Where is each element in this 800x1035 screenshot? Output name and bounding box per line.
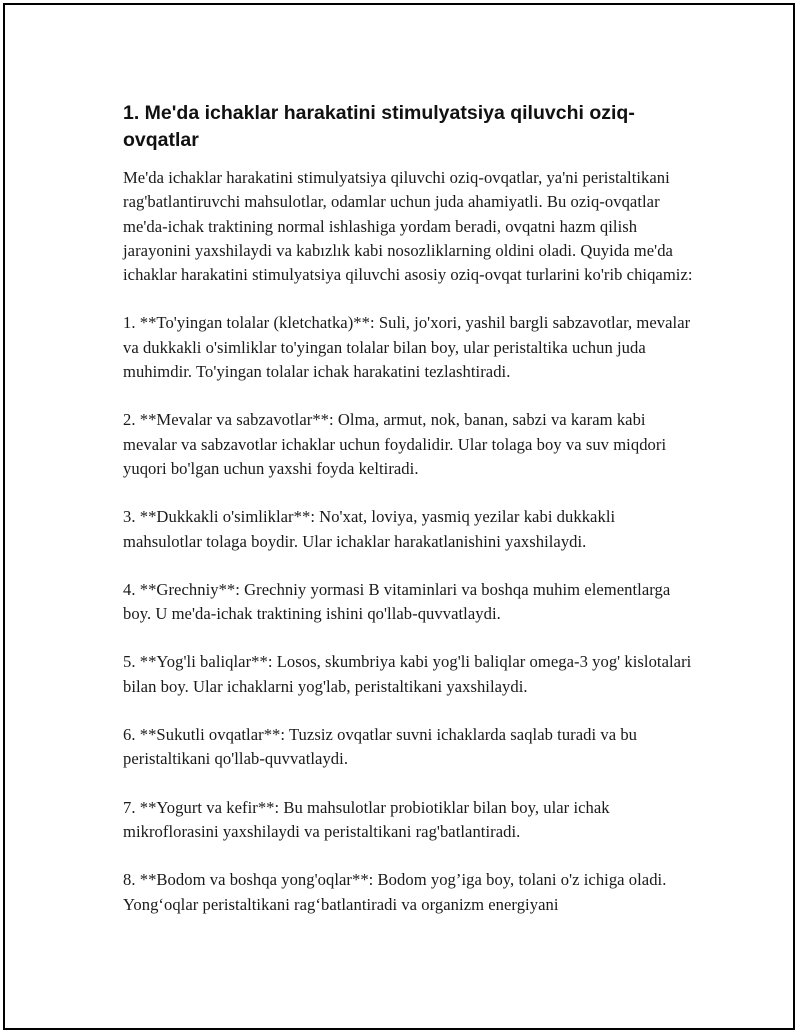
list-item-2: 2. **Mevalar va sabzavotlar**: Olma, armut, nok, banan, sabzi va karam kabi mevalar va sabzavotlar ichaklar uchun foydalidir. Ular tolaga boy va suv miqdori yuqori bo'lgan uchun yaxshi foyda keltiradi. [123, 410, 667, 478]
list-item-7: 7. **Yogurt va kefir**: Bu mahsulotlar probiotiklar bilan boy, ular ichak mikroflorasini yaxshilaydi va peristaltikani rag'batlantiradi. [123, 797, 610, 841]
list-item-5: 5. **Yog'li baliqlar**: Losos, skumbriya kabi yog'li baliqlar omega-3 yog' kislotalari bilan boy. Ular ichaklarni yog'lab, peristaltikani yaxshilaydi. [123, 652, 692, 696]
list-item-8: 8. **Bodom va boshqa yong'oqlar**: Bodom yog’iga boy, tolani o'z ichiga oladi. Yong‘oqlar peristaltikani rag‘batlantiradi va organizm energiyani [123, 870, 667, 914]
list-item-3: 3. **Dukkakli o'simliklar**: No'xat, loviya, yasmiq yezilar kabi dukkakli mahsulotlar tolaga boydir. Ular ichaklar harakatlanishini yaxshilaydi. [123, 507, 616, 551]
list-item-4: 4. **Grechniy**: Grechniy yormasi B vitaminlari va boshqa muhim elementlarga boy. U me'da-ichak traktining ishini qo'llab-quvvatlaydi. [123, 579, 671, 624]
intro-paragraph: Me'da ichaklar harakatini stimulyatsiya qiluvchi oziq-ovqatlar, ya'ni peristaltikani rag'batlantiruvchi mahsulotlar, odamlar uchun juda ahamiyatli. Bu oziq-ovqatlar me'da-ichak traktining normal ishlashiga yordam beradi, ovqatni hazm qilish jarayonini yaxshilaydi va kabızlık kabi nosozliklarning oldini oladi. Quyida me'da ichaklar harakatini stimulyatsiya qiluvchi asosiy oziq-ovqat turlarini ko'rib chiqamiz: [123, 168, 693, 285]
section-heading: 1. Me'da ichaklar harakatini stimulyatsiya qiluvchi oziq-ovqatlar [123, 102, 635, 151]
list-item-1: 1. **To'yingan tolalar (kletchatka)**: Suli, jo'xori, yashil bargli sabzavotlar, mevalar va dukkakli o'simliklar to'yingan tolalar bilan boy, ular peristaltika uchun juda muhimdir. To'yingan tolalar ichak harakatini tezlashtiradi. [123, 313, 691, 382]
list-item-6: 6. **Sukutli ovqatlar**: Tuzsiz ovqatlar suvni ichaklarda saqlab turadi va bu peristaltikani qo'llab-quvvatlaydi. [123, 725, 638, 769]
page-frame [3, 3, 795, 1030]
document-body [123, 100, 693, 941]
